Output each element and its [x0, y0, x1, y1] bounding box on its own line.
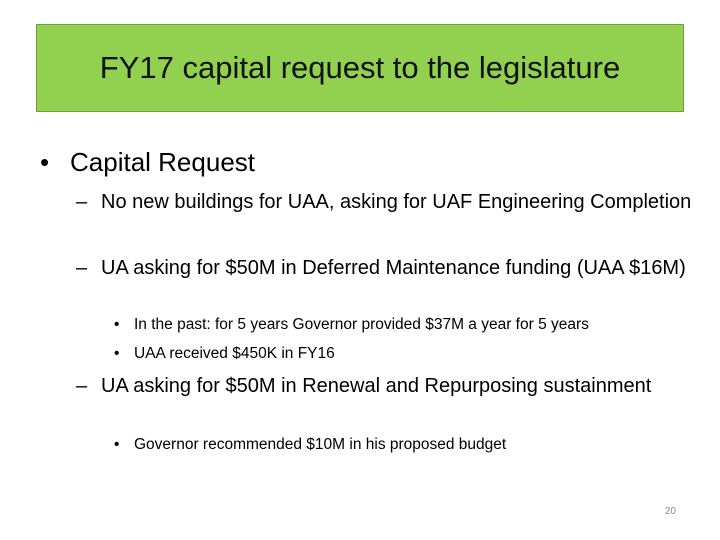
bullet-dash-icon: –	[76, 191, 88, 213]
bullet-dot-icon: •	[114, 316, 120, 333]
bullet-dash-icon: –	[76, 257, 88, 279]
bullet-text: UAA received $450K in FY16	[134, 345, 335, 362]
bullet-text: Governor recommended $10M in his proposed budget	[134, 436, 507, 453]
bullet-text: UA asking for $50M in Deferred Maintenance funding (UAA $16M)	[101, 257, 686, 279]
bullet-text: Capital Request	[70, 147, 255, 177]
bullet-level3-item	[114, 343, 694, 365]
bullet-dot-icon: •	[114, 345, 120, 362]
bullet-text: UA asking for $50M in Renewal and Repurposing sustainment	[101, 375, 652, 397]
bullet-level3-item	[114, 314, 694, 336]
bullet-dot-icon: •	[40, 147, 50, 177]
bullet-dot-icon: •	[114, 436, 120, 453]
bullet-level2-item	[76, 372, 696, 400]
bullet-level2-item	[76, 188, 696, 216]
bullet-level2-item	[76, 254, 696, 282]
slide-title: FY17 capital request to the legislature	[99, 50, 621, 85]
bullet-level3-item	[114, 434, 694, 456]
bullet-level1-item	[40, 146, 680, 178]
bullet-text: No new buildings for UAA, asking for UAF Engineering Completion	[101, 191, 692, 213]
bullet-text: In the past: for 5 years Governor provided $37M a year for 5 years	[134, 316, 589, 333]
bullet-dash-icon: –	[76, 375, 88, 397]
page-number: 20	[664, 506, 676, 517]
